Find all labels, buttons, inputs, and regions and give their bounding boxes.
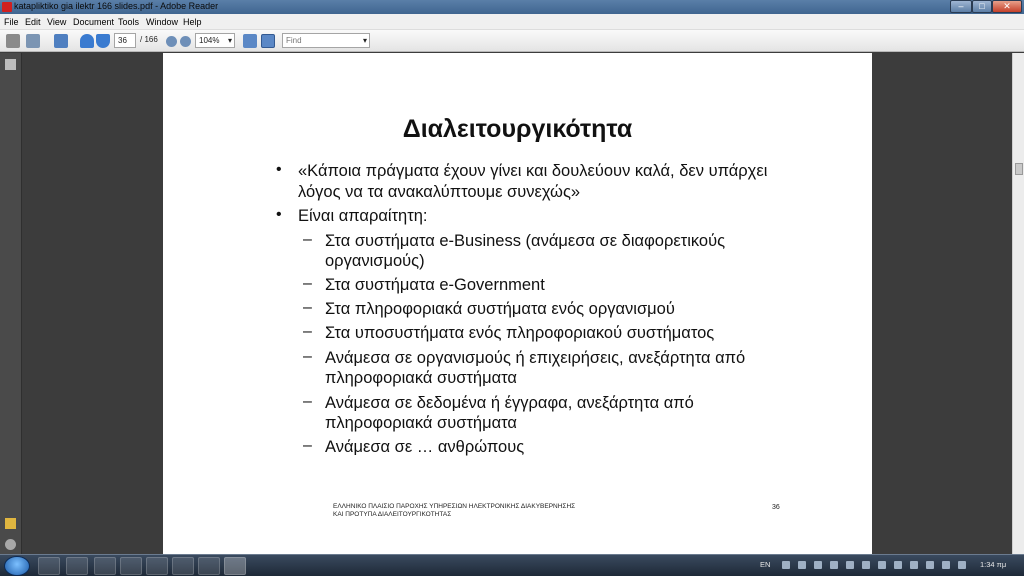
zoom-select[interactable] [195,33,235,48]
page-number-input[interactable]: 36 [114,33,136,48]
minimize-button[interactable]: – [950,0,972,13]
sub-dash: – [303,393,312,410]
window-title: katapliktiko gia ilektr 166 slides.pdf - Adobe Reader [14,1,219,11]
fit-width-icon[interactable] [243,34,257,48]
zoom-out-icon[interactable] [166,36,177,47]
zoom-in-icon[interactable] [180,36,191,47]
sub-dash: – [303,323,312,340]
subitem-7: Ανάμεσα σε … ανθρώπους [325,438,525,456]
pdf-page [163,53,872,554]
subitem-6-line1: Ανάμεσα σε δεδομένα ή έγγραφα, ανεξάρτητα από [325,394,694,412]
folder-icon[interactable] [120,557,142,575]
word-icon[interactable] [94,557,116,575]
tray-icon[interactable] [814,561,822,569]
sub-dash: – [303,299,312,316]
subitem-4: Στα υποσυστήματα ενός πληροφοριακού συστήματος [325,324,715,342]
explorer-icon[interactable] [66,557,88,575]
bullet-dot: • [276,161,282,178]
chevron-down-icon: ▾ [227,36,232,45]
menu-tools[interactable]: Tools [118,17,140,27]
menu-bar [0,14,1024,30]
language-indicator[interactable]: EN [760,560,771,569]
share-icon[interactable] [26,34,40,48]
slide-title: Διαλειτουργικότητα [402,115,633,143]
start-button[interactable] [4,556,30,576]
previous-page-icon[interactable] [80,34,94,48]
tray-icon[interactable] [894,561,902,569]
subitem-2: Στα συστήματα e-Government [325,276,545,294]
print-icon[interactable] [6,34,20,48]
tray-icon[interactable] [862,561,870,569]
menu-file[interactable]: File [4,17,19,27]
skype-icon[interactable] [172,557,194,575]
tray-icon[interactable] [878,561,886,569]
subitem-1-line2: οργανισμούς) [325,252,425,270]
subitem-6-line2: πληροφοριακά συστήματα [325,414,517,432]
next-page-icon[interactable] [96,34,110,48]
menu-document[interactable]: Document [73,17,115,27]
find-input[interactable] [282,33,370,48]
notepad-icon[interactable] [198,557,220,575]
sub-dash: – [303,231,312,248]
tray-icon[interactable] [798,561,806,569]
media-player-icon[interactable] [146,557,168,575]
adobe-reader-taskbar-icon[interactable] [224,557,246,575]
bluetooth-icon[interactable] [910,561,918,569]
toolbar [0,30,1024,52]
subitem-5-line1: Ανάμεσα σε οργανισμούς ή επιχειρήσεις, ανεξάρτητα από [325,349,746,367]
sub-dash: – [303,275,312,292]
bullet-2: Είναι απαραίτητη: [298,207,428,225]
slide-page-number: 36 [772,504,780,511]
volume-icon[interactable] [942,561,950,569]
bullet-dot: • [276,206,282,223]
zoom-value: 104% [199,36,220,45]
comments-icon[interactable] [5,518,16,529]
scrollbar-thumb[interactable] [1015,163,1023,175]
tray-icon[interactable] [846,561,854,569]
close-button[interactable]: ✕ [992,0,1022,13]
subitem-3: Στα πληροφοριακά συστήματα ενός οργανισμού [325,300,675,318]
chevron-down-icon: ▾ [362,36,367,45]
menu-window[interactable]: Window [146,17,179,27]
collaborate-icon[interactable] [54,34,68,48]
adobe-reader-icon [2,2,12,12]
bullet-1-line2: λόγος να τα ανακαλύπτουμε συνεχώς» [298,183,581,201]
subitem-5-line2: πληροφοριακά συστήματα [325,369,517,387]
tray-icon[interactable] [830,561,838,569]
vertical-scrollbar[interactable] [1012,53,1024,554]
bullet-1-line1: «Κάποια πράγματα έχουν γίνει και δουλεύουν καλά, δεν υπάρχει [298,162,768,180]
attachment-icon[interactable] [5,539,16,550]
clock[interactable]: 1:34 πμ [980,560,1007,569]
network-icon[interactable] [926,561,934,569]
page-total: / 166 [140,35,158,44]
subitem-1-line1: Στα συστήματα e-Business (ανάμεσα σε διαφορετικούς [325,232,726,250]
navigation-panel [0,53,22,554]
menu-view[interactable]: View [47,17,67,27]
ie-icon[interactable] [38,557,60,575]
pages-icon[interactable] [5,59,16,70]
footer-line-1: ΕΛΛΗΝΙΚΟ ΠΛΑΙΣΙΟ ΠΑΡΟΧΗΣ ΥΠΗΡΕΣΙΩΝ ΗΛΕΚΤΡΟΝΙΚΗΣ ΔΙΑΚΥΒΕΡΝΗΣΗΣ [333,503,576,510]
window-titlebar [0,0,1024,14]
menu-edit[interactable]: Edit [25,17,41,27]
sub-dash: – [303,437,312,454]
tray-icon[interactable] [782,561,790,569]
slide-footer [333,503,575,519]
footer-line-2: ΚΑΙ ΠΡΟΤΥΠΑ ΔΙΑΛΕΙΤΟΥΡΓΙΚΟΤΗΤΑΣ [333,511,452,518]
taskbar [0,554,1024,576]
battery-icon[interactable] [958,561,966,569]
fit-page-icon[interactable] [261,34,275,48]
menu-help[interactable]: Help [183,17,202,27]
maximize-button[interactable]: □ [972,0,992,13]
sub-dash: – [303,348,312,365]
find-placeholder: Find [286,36,302,45]
